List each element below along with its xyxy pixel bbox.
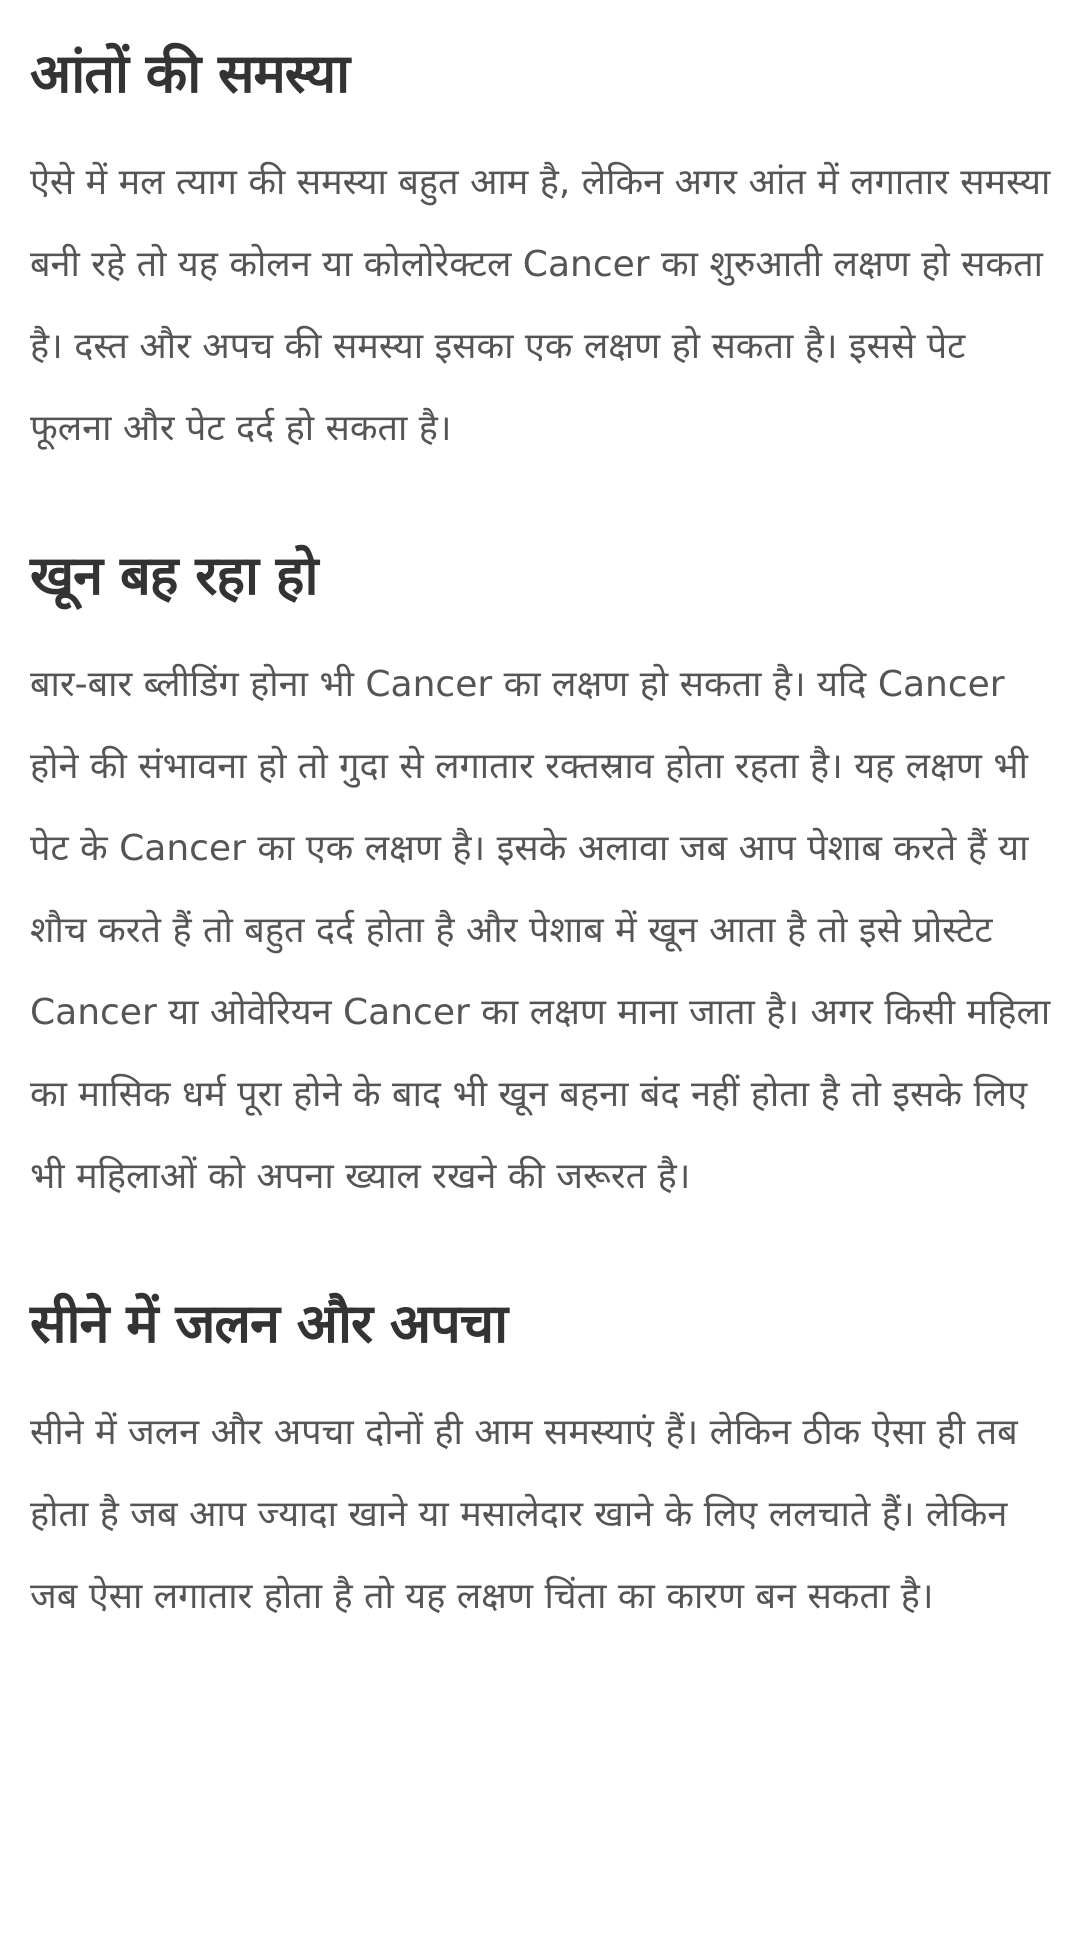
section-bowel-problems [30,26,1052,470]
section-heading: खून बह रहा हो [30,544,318,607]
section-bleeding [30,528,1052,1218]
section-heartburn-indigestion [30,1276,1052,1638]
section-paragraph: सीने में जलन और अपचा दोनों ही आम समस्याएं हैं। लेकिन ठीक ऐसा ही तब होता है जब आप ज्यादा खाने या मसालेदार खाने के लिए ललचाते हैं। लेकिन जब ऐसा लगातार होता है तो यह लक्षण चिंता का कारण बन सकता है। [30,1412,1018,1617]
section-heading: आंतों की समस्या [30,42,350,105]
section-paragraph: बार-बार ब्लीडिंग होना भी Cancer का लक्षण हो सकता है। यदि Cancer होने की संभावना हो तो गुदा से लगातार रक्तस्राव होता रहता है। यह लक्षण भी पेट के Cancer का एक लक्षण है। इसके अलावा जब आप पेशाब करते हैं या शौच करते हैं तो बहुत दर्द होता है और पेशाब में खून आता है तो इसे प्रोस्टेट Cancer या ओवेरियन Cancer का लक्षण माना जाता है। अगर किसी महिला का मासिक धर्म पूरा होने के बाद भी खून बहना बंद नहीं होता है तो इसके लिए भी महिलाओं को अपना ख्याल रखने की जरूरत है। [30,664,1051,1197]
section-paragraph: ऐसे में मल त्याग की समस्या बहुत आम है, लेकिन अगर आंत में लगातार समस्या बनी रहे तो यह कोलन या कोलोरेक्टल Cancer का शुरुआती लक्षण हो सकता है। दस्त और अपच की समस्या इसका एक लक्षण हो सकता है। इससे पेट फूलना और पेट दर्द हो सकता है। [30,162,1051,449]
section-heading: सीने में जलन और अपचा [30,1292,508,1355]
